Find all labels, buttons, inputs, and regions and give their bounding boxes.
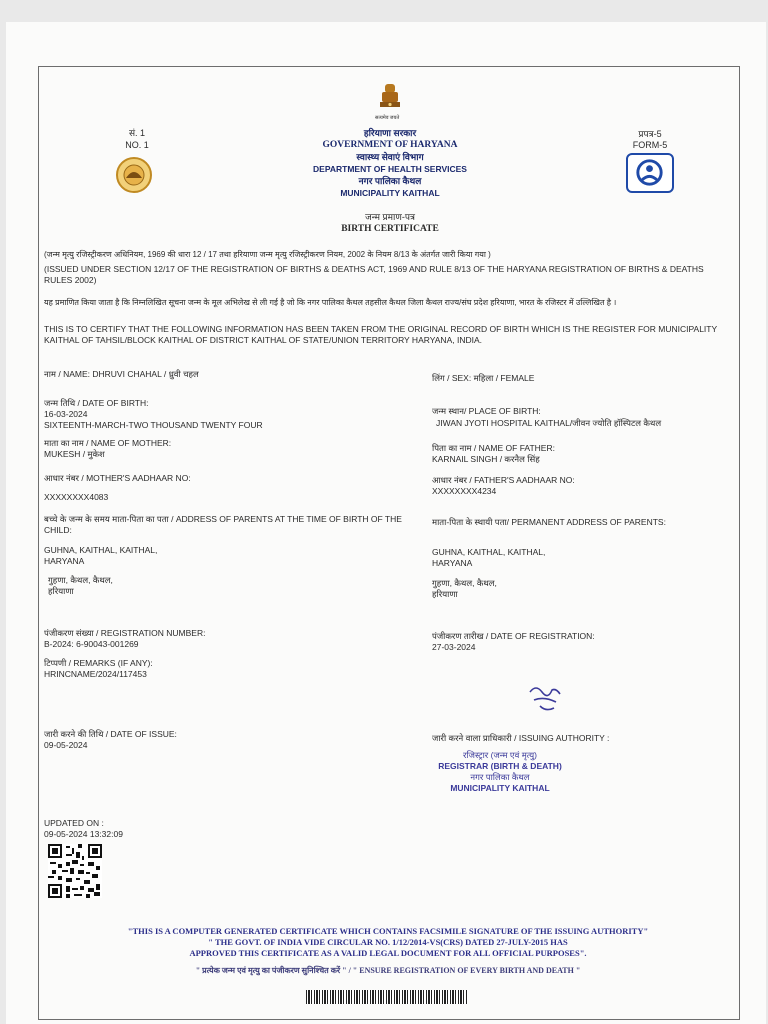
issuing-authority-label: जारी करने वाला प्राधिकारी / ISSUING AUTHORITY :	[432, 733, 610, 743]
remarks-value: HRINCNAME/2024/117453	[44, 669, 147, 679]
qr-code-icon	[48, 844, 102, 898]
child-name: नाम / NAME: DHRUVI CHAHAL / ध्रुवी चहल	[44, 369, 199, 379]
registrar-municipality: MUNICIPALITY KAITHAL	[450, 783, 550, 793]
father-name: KARNAIL SINGH / करनैल सिंह	[432, 454, 540, 464]
certify-statement: THIS IS TO CERTIFY THAT THE FOLLOWING INFORMATION HAS BEEN TAKEN FROM THE ORIGINAL RECORD OF BIRTH WHICH IS THE REGISTER FOR MUNICIPALITY KAITHAL OF TAHSIL/BLOCK KAITHAL OF DISTRICT KAITHAL OF STATE/UNION TERRITORY HARYANA, INDIA.	[44, 324, 717, 345]
municipality-title: MUNICIPALITY KAITHAL	[340, 188, 440, 198]
date-of-birth-words: SIXTEENTH-MARCH-TWO THOUSAND TWENTY FOUR	[44, 420, 263, 430]
emblem-caption: सत्यमेव जयते	[375, 116, 400, 121]
mother-name-label: माता का नाम / NAME OF MOTHER:	[44, 438, 172, 448]
address-at-birth-hindi-line1: गुहणा, कैथल, कैथल,	[48, 575, 113, 585]
haryana-seal-icon	[114, 156, 154, 194]
mother-aadhaar: XXXXXXXX4083	[44, 492, 109, 502]
signature-icon	[526, 682, 570, 718]
remarks-label: टिप्पणी / REMARKS (IF ANY):	[44, 658, 153, 668]
registration-slogan: " प्रत्येक जन्म एवं मृत्यु का पंजीकरण सुनिश्चित करें " / " ENSURE REGISTRATION OF EVERY BIRTH AND DEATH "	[195, 966, 581, 975]
serial-number-hindi: सं. 1	[128, 128, 146, 138]
issued-under-hindi: (जन्म मृत्यु रजिस्ट्रीकरण अधिनियम, 1969 की धारा 12 / 17 तथा हरियाणा जन्म मृत्यु रजिस्ट्रीकरण नियम, 2002 के नियम 8/13 के अंतर्गत जारी किया गया )	[44, 250, 491, 259]
footer-note-line1: "THIS IS A COMPUTER GENERATED CERTIFICATE WHICH CONTAINS FACSIMILE SIGNATURE OF THE ISSUING AUTHORITY"	[127, 926, 649, 936]
registration-number: B-2024: 6-90043-001269	[44, 639, 139, 649]
sex: लिंग / SEX: महिला / FEMALE	[432, 373, 535, 383]
updated-on-label: UPDATED ON :	[44, 818, 104, 828]
footer-note-line2: " THE GOVT. OF INDIA VIDE CIRCULAR NO. 1/12/2014-VS(CRS) DATED 27-JULY-2015 HAS	[208, 937, 568, 947]
mother-aadhaar-label: आधार नंबर / MOTHER'S AADHAAR NO:	[44, 473, 191, 483]
national-emblem-icon	[376, 82, 404, 116]
permanent-address-line2: HARYANA	[432, 558, 473, 568]
certificate-title: BIRTH CERTIFICATE	[341, 224, 439, 234]
permanent-address-label: माता-पिता के स्थायी पता/ PERMANENT ADDRESS OF PARENTS:	[432, 517, 666, 527]
department-title: DEPARTMENT OF HEALTH SERVICES	[313, 164, 467, 174]
father-name-label: पिता का नाम / NAME OF FATHER:	[432, 443, 555, 453]
permanent-address-line1: GUHNA, KAITHAL, KAITHAL,	[432, 547, 546, 557]
date-of-issue: 09-05-2024	[44, 740, 88, 750]
place-of-birth-label: जन्म स्थान/ PLACE OF BIRTH:	[432, 406, 541, 416]
registration-number-label: पंजीकरण संख्या / REGISTRATION NUMBER:	[44, 628, 206, 638]
date-of-issue-label: जारी करने की तिथि / DATE OF ISSUE:	[44, 729, 177, 739]
registration-date-label: पंजीकरण तारीख / DATE OF REGISTRATION:	[432, 631, 595, 641]
mother-name: MUKESH / मुकेश	[44, 449, 105, 459]
date-of-birth: 16-03-2024	[44, 409, 88, 419]
footer-note-line3: APPROVED THIS CERTIFICATE AS A VALID LEGAL DOCUMENT FOR ALL OFFICIAL PURPOSES".	[189, 948, 587, 958]
crs-logo-icon	[626, 153, 674, 193]
state-title: GOVERNMENT OF HARYANA	[322, 140, 458, 150]
place-of-birth: JIWAN JYOTI HOSPITAL KAITHAL/जीवन ज्योति हॉस्पिटल कैथल	[436, 418, 662, 428]
address-at-birth-hindi-line2: हरियाणा	[48, 586, 74, 596]
address-at-birth-line2: HARYANA	[44, 556, 85, 566]
certificate-title-hindi: जन्म प्रमाण-पत्र	[365, 212, 415, 222]
father-aadhaar: XXXXXXXX4234	[432, 486, 497, 496]
serial-number: NO. 1	[125, 140, 149, 150]
department-title-hindi: स्वास्थ्य सेवाएं विभाग	[356, 152, 424, 162]
registrar-municipality-hindi: नगर पालिका कैथल	[470, 772, 530, 782]
permanent-address-hindi-line2: हरियाणा	[432, 589, 458, 599]
permanent-address-hindi-line1: गुहणा, कैथल, कैथल,	[432, 578, 497, 588]
state-title-hindi: हरियाणा सरकार	[363, 128, 417, 138]
form-number-hindi: प्रपत्र-5	[638, 129, 662, 139]
form-number: FORM-5	[632, 140, 668, 150]
registration-date: 27-03-2024	[432, 642, 476, 652]
date-of-birth-label: जन्म तिथि / DATE OF BIRTH:	[44, 398, 149, 408]
updated-on: 09-05-2024 13:32:09	[44, 829, 123, 839]
address-at-birth-line1: GUHNA, KAITHAL, KAITHAL,	[44, 545, 158, 555]
certify-statement-hindi: यह प्रमाणित किया जाता है कि निम्नलिखित सूचना जन्म के मूल अभिलेख से ली गई है जो कि नगर पालिका कैथल तहसील कैथल जिला कैथल राज्य/संघ प्रदेश हरियाणा, भारत के रजिस्टर में उल्लिखित है ।	[44, 298, 617, 307]
address-at-birth-label: बच्चे के जन्म के समय माता-पिता का पता / ADDRESS OF PARENTS AT THE TIME OF BIRTH OF THE CHILD:	[44, 514, 402, 535]
issued-under: (ISSUED UNDER SECTION 12/17 OF THE REGISTRATION OF BIRTHS & DEATHS ACT, 1969 AND RULE 8/13 OF THE HARYANA REGISTRATION OF BIRTHS & DEATHS RULES 2002)	[44, 264, 704, 285]
municipality-title-hindi: नगर पालिका कैथल	[358, 176, 422, 186]
certificate-border	[38, 66, 740, 1020]
father-aadhaar-label: आधार नंबर / FATHER'S AADHAAR NO:	[432, 475, 575, 485]
barcode-icon	[306, 990, 468, 1004]
registrar-hindi: रजिस्ट्रार (जन्म एवं मृत्यु)	[463, 750, 537, 760]
registrar-title: REGISTRAR (BIRTH & DEATH)	[438, 761, 562, 771]
